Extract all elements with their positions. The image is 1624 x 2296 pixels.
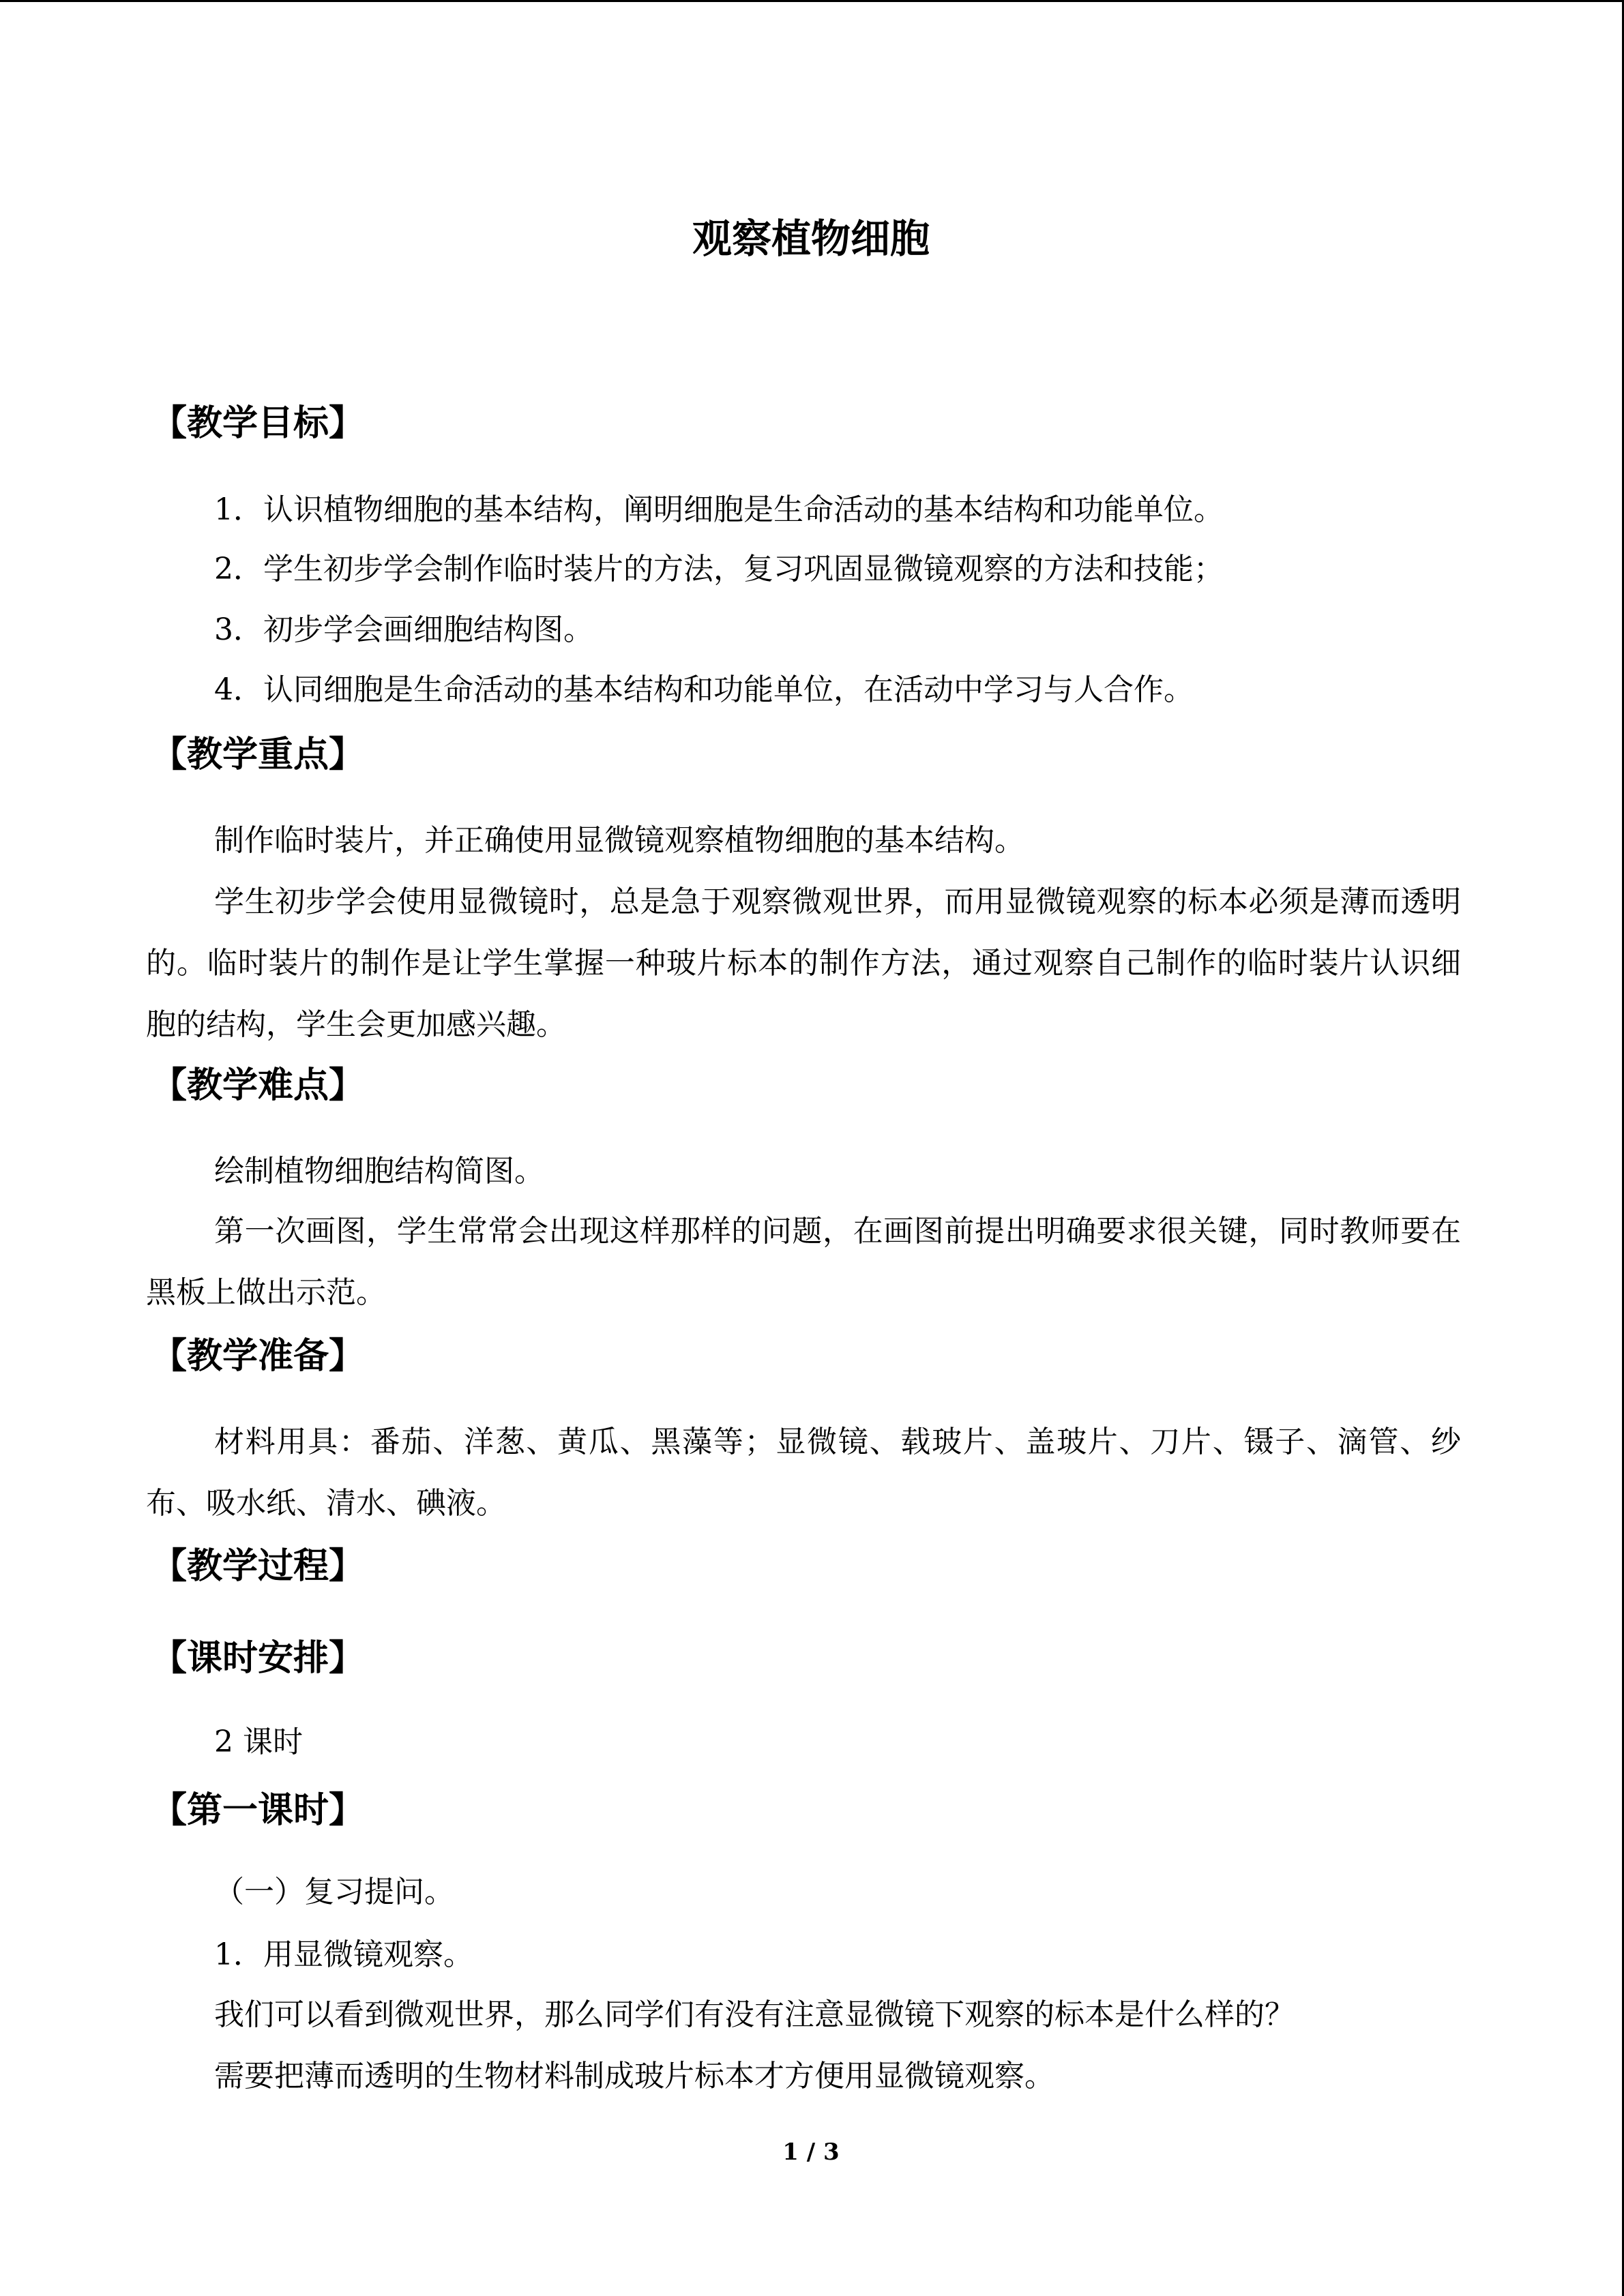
heading-preparation: 【教学准备】 bbox=[151, 1335, 365, 1377]
heading-schedule: 【课时安排】 bbox=[151, 1637, 365, 1679]
key-points-paragraph-1: 制作临时装片，并正确使用显微镜观察植物细胞的基本结构。 bbox=[214, 823, 1024, 858]
first-lesson-line-1: （一）复习提问。 bbox=[214, 1875, 454, 1909]
first-lesson-line-4: 需要把薄而透明的生物材料制成玻片标本才方便用显微镜观察。 bbox=[214, 2059, 1054, 2093]
heading-key-points: 【教学重点】 bbox=[151, 734, 365, 775]
objective-item-3: 3．初步学会画细胞结构图。 bbox=[214, 612, 593, 647]
heading-process: 【教学过程】 bbox=[151, 1545, 365, 1587]
preparation-paragraph: 材料用具：番茄、洋葱、黄瓜、黑藻等；显微镜、载玻片、盖玻片、刀片、镊子、滴管、纱布、吸水纸、清水、碘液。 bbox=[146, 1425, 1461, 1521]
heading-difficulties: 【教学难点】 bbox=[151, 1064, 365, 1106]
difficulties-paragraph-2: 第一次画图，学生常常会出现这样那样的问题，在画图前提出明确要求很关键，同时教师要在黑板上做出示范。 bbox=[146, 1214, 1461, 1310]
objective-item-1: 1．认识植物细胞的基本结构，阐明细胞是生命活动的基本结构和功能单位。 bbox=[214, 492, 1224, 527]
first-lesson-line-3: 我们可以看到微观世界，那么同学们有没有注意显微镜下观察的标本是什么样的？ bbox=[214, 1997, 1295, 2032]
schedule-text: 2 课时 bbox=[214, 1725, 303, 1759]
objective-item-2: 2．学生初步学会制作临时装片的方法，复习巩固显微镜观察的方法和技能； bbox=[214, 552, 1224, 586]
first-lesson-line-2: 1．用显微镜观察。 bbox=[214, 1937, 473, 1972]
page-number: 1 / 3 bbox=[782, 2138, 840, 2166]
objective-item-4: 4．认同细胞是生命活动的基本结构和功能单位，在活动中学习与人合作。 bbox=[214, 672, 1194, 707]
difficulties-paragraph-1: 绘制植物细胞结构简图。 bbox=[214, 1154, 544, 1189]
document-title: 观察植物细胞 bbox=[692, 215, 930, 262]
key-points-paragraph-2: 学生初步学会使用显微镜时，总是急于观察微观世界，而用显微镜观察的标本必须是薄而透明的。临时装片的制作是让学生掌握一种玻片标本的制作方法，通过观察自己制作的临时装片认识细胞的结构，学生会更加感兴趣。 bbox=[146, 884, 1461, 1042]
heading-first-lesson: 【第一课时】 bbox=[151, 1789, 365, 1831]
heading-objectives: 【教学目标】 bbox=[151, 402, 365, 444]
